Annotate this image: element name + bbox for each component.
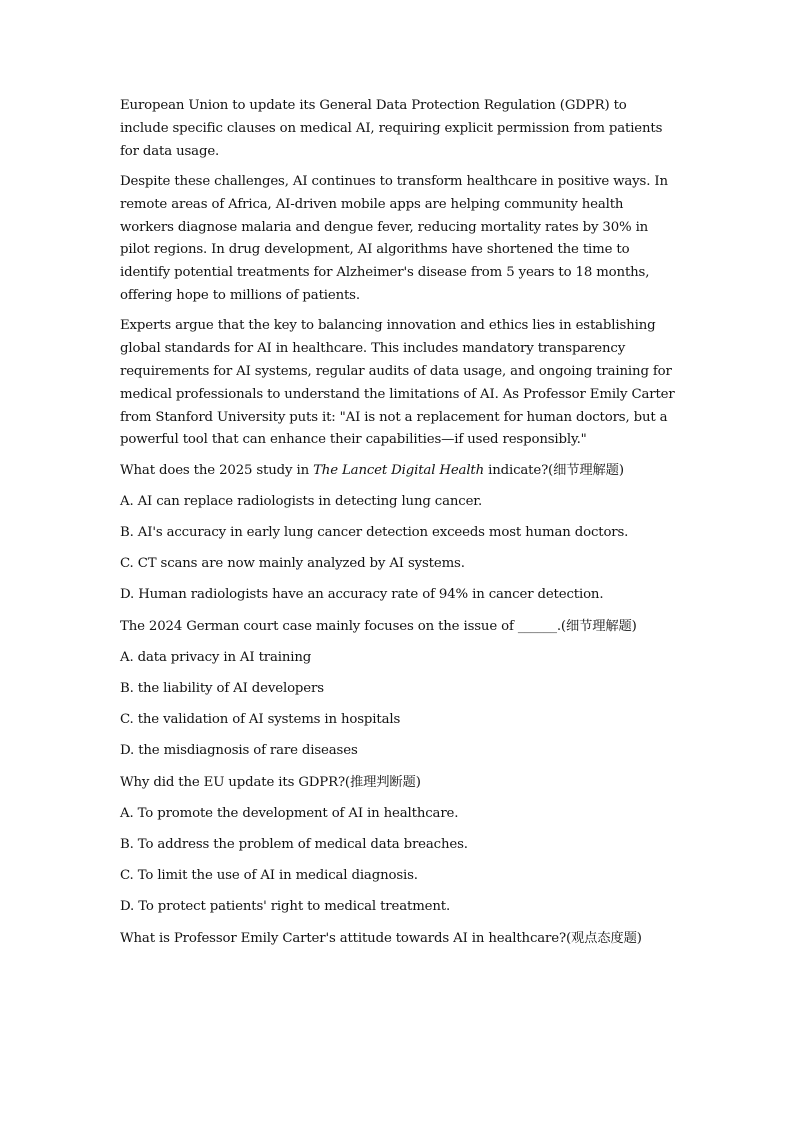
paragraph-gdpr: European Union to update its General Data Protection Regulation (GDPR) to include specific clauses on medical AI, requiring explicit permission from patients for data usage. [120, 98, 663, 159]
question-1-option-d: D. Human radiologists have an accuracy rate of 94% in cancer detection. [120, 587, 604, 603]
question-1-stem [120, 460, 676, 483]
paragraph-positive-ways: Despite these challenges, AI continues to transform healthcare in positive ways. In remote areas of Africa, AI-driven mobile apps are helping community health workers diagnose malaria and dengue fever, reducing mortality rates by 30% in pilot regions. In drug development, AI algorithms have shortened the time to identify potential treatments for Alzheimer's disease from 5 years to 18 months, offering hope to millions of patients. [120, 173, 668, 303]
question-3-option-c: C. To limit the use of AI in medical diagnosis. [120, 868, 418, 884]
paragraph-experts: Experts argue that the key to balancing innovation and ethics lies in establishing global standards for AI in healthcare. This includes mandatory transparency requirements for AI systems, regular audits of data usage, and ongoing training for medical professionals to understand the limitations of AI. As Professor Emily Carter from Stanford University puts it: "AI is not a replacement for human doctors, but a powerful tool that can enhance their capabilities—if used responsibly." [120, 318, 675, 448]
question-3-option-d: D. To protect patients' right to medical treatment. [120, 899, 451, 915]
question-4-stem: What is Professor Emily Carter's attitude towards AI in healthcare?(观点态度题) [120, 930, 642, 946]
question-1-suffix: indicate?(细节理解题) [484, 462, 624, 478]
journal-title: The Lancet Digital Health [313, 462, 485, 478]
question-1-option-c: C. CT scans are now mainly analyzed by AI systems. [120, 556, 465, 572]
question-1-option-b: B. AI's accuracy in early lung cancer detection exceeds most human doctors. [120, 525, 629, 541]
document-page [120, 95, 676, 959]
question-3-option-b: B. To address the problem of medical data breaches. [120, 836, 468, 852]
question-1-option-a: A. AI can replace radiologists in detecting lung cancer. [120, 493, 483, 509]
question-2-option-d: D. the misdiagnosis of rare diseases [120, 743, 358, 759]
question-2-option-c: C. the validation of AI systems in hospitals [120, 712, 401, 728]
question-3-stem: Why did the EU update its GDPR?(推理判断题) [120, 774, 421, 790]
question-2-stem: The 2024 German court case mainly focuses on the issue of ______.(细节理解题) [120, 618, 637, 634]
question-2-option-a: A. data privacy in AI training [120, 649, 312, 665]
question-2-option-b: B. the liability of AI developers [120, 681, 324, 697]
question-1-prefix: What does the 2025 study in [120, 462, 314, 478]
question-3-option-a: A. To promote the development of AI in healthcare. [120, 805, 459, 821]
